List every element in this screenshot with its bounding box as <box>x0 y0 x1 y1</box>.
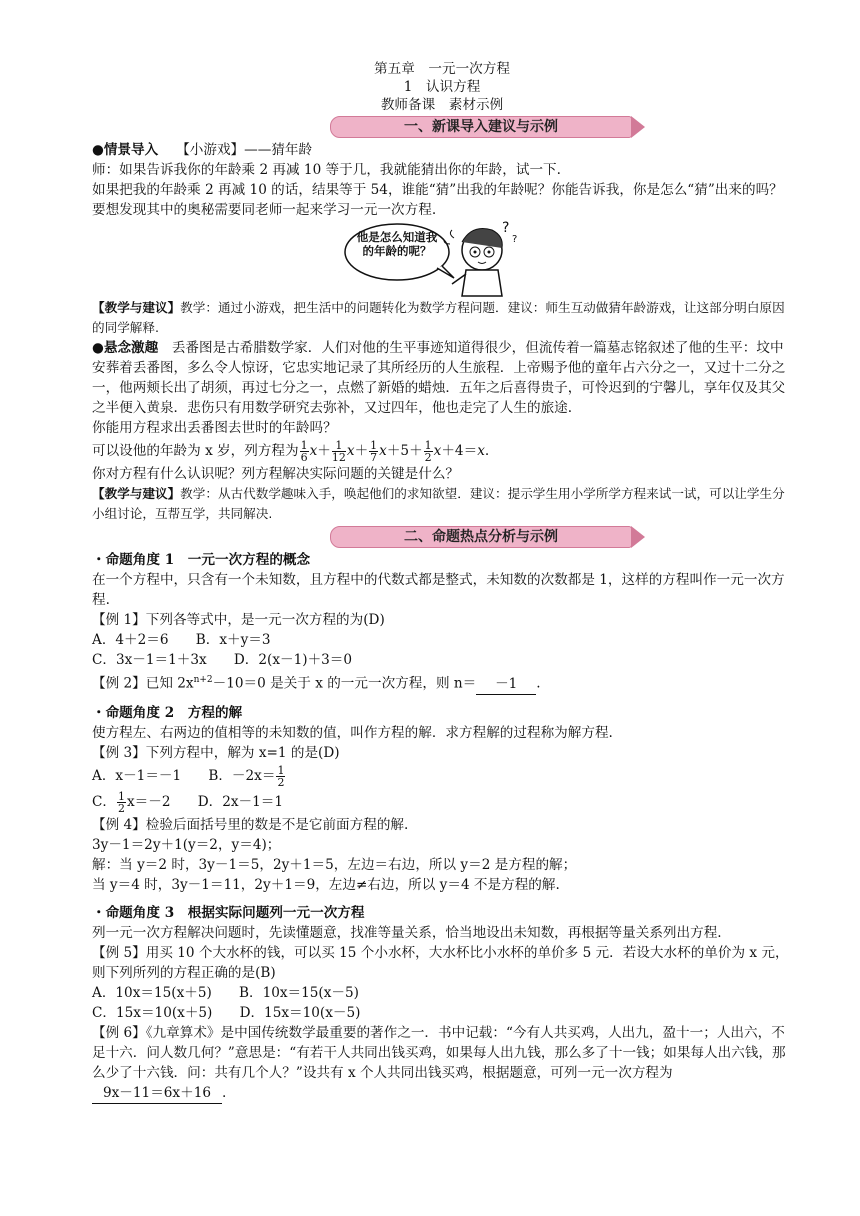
angle-2-definition: 使方程左、右两边的值相等的未知数的值，叫作方程的解．求方程解的过程称为解方程. <box>92 724 613 741</box>
example-3-option-c-pre: C． <box>92 793 116 810</box>
angle-1-heading: ・命题角度 1 一元一次方程的概念 <box>92 552 311 568</box>
fraction-1-7: $\frac{1}{7}$ <box>370 439 378 464</box>
example-3: 【例 3】下列方程中，解为 x=1 的是(D) <box>92 744 340 761</box>
cartoon-girl-icon <box>92 220 792 298</box>
example-3-option-b: B．－2x＝ <box>208 767 276 784</box>
angle-3-definition: 列一元一次方程解决问题时，先读懂题意，找准等量关系，恰当地设出未知数，再根据等量关系列出方程. <box>92 924 722 941</box>
banner-1 <box>92 116 792 138</box>
fraction-1-12: $\frac{1}{12}$ <box>331 439 346 464</box>
suspense-equation: 可以设他的年龄为 x 岁，列方程为 $\frac{1}{6}$ x＋ $\frac{1}{12}$ x＋ $\frac{1}{7}$ x＋5＋ $\frac{1}{2}$ x＋4＝x. <box>92 439 490 464</box>
example-6 <box>92 1023 792 1104</box>
example-2 <box>92 670 792 695</box>
section-title: 1 认识方程 <box>403 79 481 95</box>
subtitle: 教师备课 素材示例 <box>380 97 504 113</box>
banner-1-label: 一、新课导入建议与示例 <box>330 116 632 138</box>
example-4-line-2: 解：当 y＝2 时，3y－1＝5，2y＋1＝5，左边＝右边，所以 y＝2 是方程的解； <box>92 856 577 873</box>
example-1: 【例 1】下列各等式中，是一元一次方程的为(D) <box>92 612 385 628</box>
intro-advice-text: 教学：通过小游戏，把生活中的问题转化为数学方程问题．建议：师生互动做猜年龄游戏，让这部分明白原因的同学解释. <box>92 300 785 335</box>
speech-bubble-text: 他是怎么知道我的年龄的呢？ <box>356 230 438 258</box>
example-2-mid: －10＝0 是关于 x 的一元一次方程，则 n＝ <box>212 675 477 692</box>
intro-line-1: 师：如果告诉我你的年龄乘 2 再减 10 等于几，我就能猜出你的年龄，试一下. <box>92 162 561 178</box>
example-4-line-3: 当 y＝4 时，3y－1＝11，2y＋1＝9，左边≠右边，所以 y＝4 不是方程的解. <box>92 876 560 893</box>
suspense-text: 丢番图是古希腊数学家．人们对他的生平事迹知道得很少，但流传着一篇墓志铭叙述了他的生平：坟中安葬着丢番图，多么令人惊讶，它忠实地记录了其所经历的人生旅程．上帝赐予他的童年占六分之一，又过十二分之一，他两颊长出了胡须，再过七分之一，点燃了新婚的蜡烛．五年之后喜得贵子，可怜迟到的宁馨儿，享年仅及其父之半便入黄泉．悲伤只有用数学研究去弥补，又过四年，他也走完了人生的旅途. <box>92 340 786 416</box>
example-2-sup: n+2 <box>193 675 213 685</box>
example-5-options-ab <box>92 983 792 1003</box>
intro-advice <box>92 298 792 338</box>
angle-1-definition: 在一个方程中，只含有一个未知数，且方程中的代数式都是整式，未知数的次数都是 1，这样的方程叫作一元一次方程. <box>92 572 785 608</box>
svg-text:?: ? <box>502 220 510 236</box>
suspense-equation-intro: 可以设他的年龄为 x 岁，列方程为 <box>92 443 299 459</box>
example-1-options-ab <box>92 630 792 650</box>
example-6-answer: 9x－11＝6x＋16 <box>92 1083 222 1104</box>
example-3-option-c: x＝－2 <box>127 793 171 810</box>
example-5-options-cd <box>92 1003 792 1023</box>
example-6-end: . <box>222 1084 227 1101</box>
example-5-option-d: D．15x＝10(x－5) <box>239 1004 361 1021</box>
example-5-option-c: C．15x＝10(x＋5) <box>92 1004 213 1021</box>
suspense-advice <box>92 484 792 524</box>
svg-text:?: ? <box>512 234 518 245</box>
intro-head: ●情景导入 <box>92 142 159 158</box>
example-1-option-b: B．x＋y＝3 <box>195 632 271 648</box>
suspense-advice-head: 【教学与建议】 <box>92 486 181 501</box>
suspense-question-1: 你能用方程求出丢番图去世时的年龄吗？ <box>92 420 337 436</box>
cartoon-illustration <box>92 220 792 298</box>
example-4-line-1: 3y－1＝2y＋1(y＝2，y＝4)； <box>92 836 281 853</box>
example-4: 【例 4】检验后面括号里的数是不是它前面方程的解. <box>92 816 409 833</box>
intro-line-2: 如果把我的年龄乘 2 再减 10 的话，结果等于 54，谁能“猜”出我的年龄呢？你能告诉我，你是怎么“猜”出来的吗？要想发现其中的奥秘需要同老师一起来学习一元一次方程. <box>92 182 783 218</box>
example-6-text: 【例 6】《九章算术》是中国传统数学最重要的著作之一．书中记载：“今有人共买鸡，人出九，盈十一；人出六，不足十六．问人数几何？”意思是：“有若干人共同出钱买鸡，如果每人出九钱，那么多了十一钱；如果每人出六钱，那么少了十六钱．问：共有几个人？”设共有 x 个人共同出钱买鸡，根据题意，可列一元一次方程为 <box>92 1024 786 1081</box>
document-page <box>92 60 792 1104</box>
example-1-option-d: D．2(x－1)＋3＝0 <box>233 652 353 668</box>
example-5: 【例 5】用买 10 个大水杯的钱，可以买 15 个小水杯，大水杯比小水杯的单价多 5 元．若设大水杯的单价为 x 元，则下列所列的方程正确的是(B) <box>92 944 789 981</box>
example-2-pre: 【例 2】已知 2x <box>92 675 194 692</box>
suspense-paragraph <box>92 338 792 418</box>
banner-2-label: 二、命题热点分析与示例 <box>330 526 632 548</box>
suspense-question-3: 你对方程有什么认识呢？列方程解决实际问题的关键是什么？ <box>92 466 460 482</box>
example-3-option-d: D．2x－1＝1 <box>197 793 283 810</box>
example-5-option-b: B．10x＝15(x－5) <box>238 984 359 1001</box>
example-2-end: . <box>536 675 541 692</box>
fraction-1-2-b: $\frac{1}{2}$ <box>277 763 285 789</box>
intro-heading <box>92 140 792 160</box>
suspense-advice-text: 教学：从古代数学趣味入手，唤起他们的求知欲望．建议：提示学生用小学所学方程来试一试，可以让学生分小组讨论，互帮互学，共同解决. <box>92 486 785 521</box>
example-5-option-a: A．10x＝15(x＋5) <box>92 984 212 1001</box>
example-1-option-a: A．4＋2＝6 <box>92 632 169 648</box>
fraction-1-2-c: $\frac{1}{2}$ <box>118 789 125 815</box>
example-2-answer: －1 <box>476 674 536 695</box>
fraction-1-6: $\frac{1}{6}$ <box>300 439 308 464</box>
example-3-options-ab <box>92 763 792 789</box>
intro-tag: 【小游戏】——猜年龄 <box>176 142 313 158</box>
example-3-option-a: A．x－1＝－1 <box>92 767 182 784</box>
fraction-1-2: $\frac{1}{2}$ <box>424 439 432 464</box>
example-1-options-cd <box>92 650 792 670</box>
suspense-head: ●悬念激趣 <box>92 340 159 356</box>
banner-2 <box>92 526 792 548</box>
example-3-options-cd <box>92 789 792 815</box>
example-1-option-c: C．3x－1＝1＋3x <box>92 652 207 668</box>
angle-3-heading: ・命题角度 3 根据实际问题列一元一次方程 <box>92 904 365 921</box>
intro-advice-head: 【教学与建议】 <box>92 300 181 315</box>
angle-2-heading: ・命题角度 2 方程的解 <box>92 704 243 721</box>
chapter-title: 第五章 一元一次方程 <box>374 61 510 77</box>
